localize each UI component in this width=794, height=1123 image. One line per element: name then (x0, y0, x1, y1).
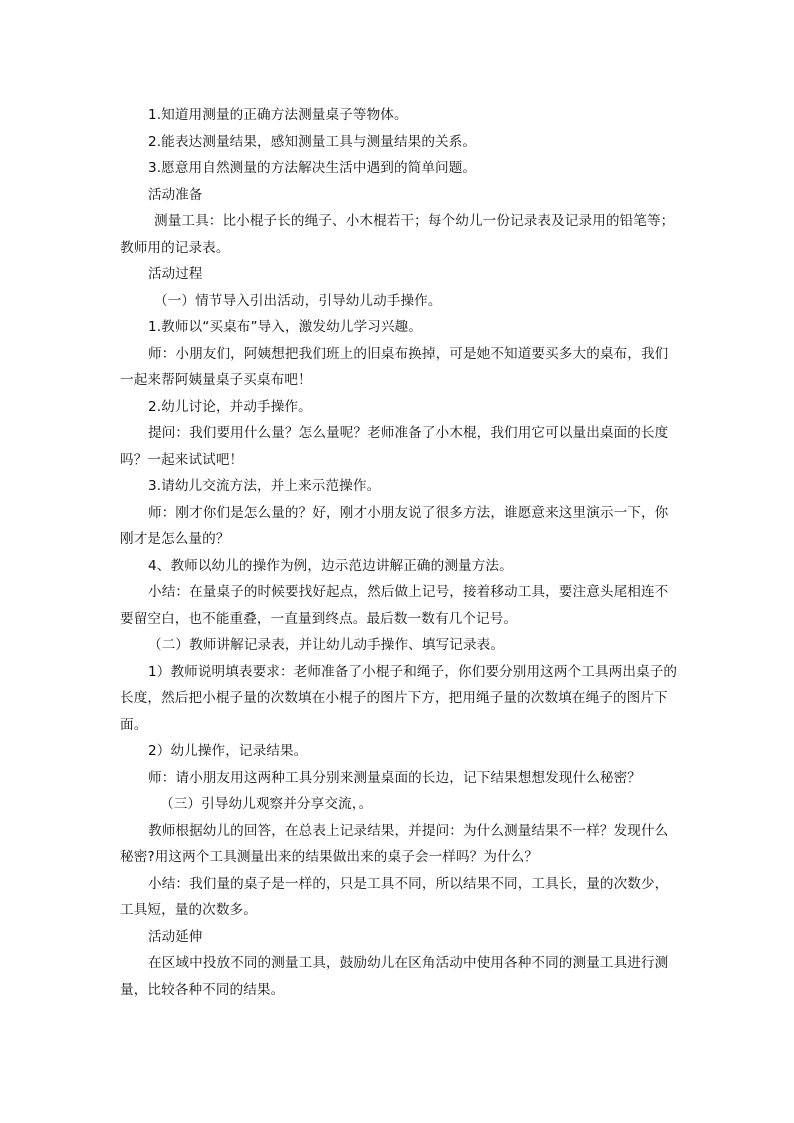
goal-3: 3.愿意用自然测量的方法解决生活中遇到的简单问题。 (148, 160, 477, 176)
step-1-4: 4、教师以幼儿的操作为例，边示范边讲解正确的测量方法。 (148, 557, 513, 574)
step-2-title: （二）教师讲解记录表，并让幼儿动手操作、填写记录表。 (148, 637, 505, 653)
goal-2: 2.能表达测量结果，感知测量工具与测量结果的关系。 (148, 133, 477, 150)
preparation-text: 测量工具：比小棍子长的绳子、小木棍若干；每个幼儿一份记录表及记录用的铅笔等；教师用的记录表。 (120, 213, 675, 256)
section-heading-process: 活动过程 (148, 266, 203, 282)
step-3-title: （三）引导幼儿观察并分享交流，。 (160, 796, 373, 812)
section-heading-preparation: 活动准备 (148, 186, 203, 203)
teacher-line-3: 师：请小朋友用这两种工具分别来测量桌面的长边，记下结果想想发现什么秘密？ (148, 769, 641, 786)
step-2-1: 1）教师说明填表要求：老师准备了小棍子和绳子，你们要分别用这两个工具两出桌子的长度，然后把小棍子量的次数填在小棍子的图片下方，把用绳子量的次数填在绳子的图片下面。 (120, 663, 678, 733)
step-2-2: 2）幼儿操作，记录结果。 (148, 743, 308, 759)
teacher-question-3: 教师根据幼儿的回答，在总表上记录结果，并提问：为什么测量结果不一样？发现什么秘密?用这两个工具测量出来的结果做出来的桌子会一样吗？为什么？ (120, 822, 669, 865)
step-1-2: 2.幼儿讨论，并动手操作。 (148, 398, 312, 415)
question-1: 提问：我们要用什么量？怎么量呢？老师准备了小木棍，我们用它可以量出桌面的长度吗？一起来试试吧！ (120, 425, 669, 468)
document-body (120, 102, 680, 1003)
teacher-line-2: 师：刚才你们是怎么量的？好，刚才小朋友说了很多方法，谁愿意来这里演示一下，你刚才是怎么量的？ (120, 504, 669, 547)
extension-text: 在区域中投放不同的测量工具，鼓励幼儿在区角活动中使用各种不同的测量工具进行测量，比较各种不同的结果。 (120, 955, 669, 998)
step-1-3: 3.请幼儿交流方法，并上来示范操作。 (148, 478, 381, 494)
goal-1: 1.知道用测量的正确方法测量桌子等物体。 (148, 107, 408, 123)
teacher-line-1: 师：小朋友们，阿姨想把我们班上的旧桌布换掉，可是她不知道要买多大的桌布，我们一起来帮阿姨量桌子买桌布吧！ (120, 345, 669, 388)
section-heading-extension: 活动延伸 (148, 928, 203, 945)
summary-1: 小结：在量桌子的时候要找好起点，然后做上记号，接着移动工具，要注意头尾相连不要留空白，也不能重叠，一直量到终点。最后数一数有几个记号。 (120, 584, 669, 627)
step-1-1: 1.教师以“买桌布”导入，激发幼儿学习兴趣。 (148, 319, 422, 335)
step-1-title: （一）情节导入引出活动，引导幼儿动手操作。 (154, 292, 442, 309)
summary-2: 小结：我们量的桌子是一样的，只是工具不同，所以结果不同，工具长，量的次数少，工具短，量的次数多。 (120, 875, 669, 918)
